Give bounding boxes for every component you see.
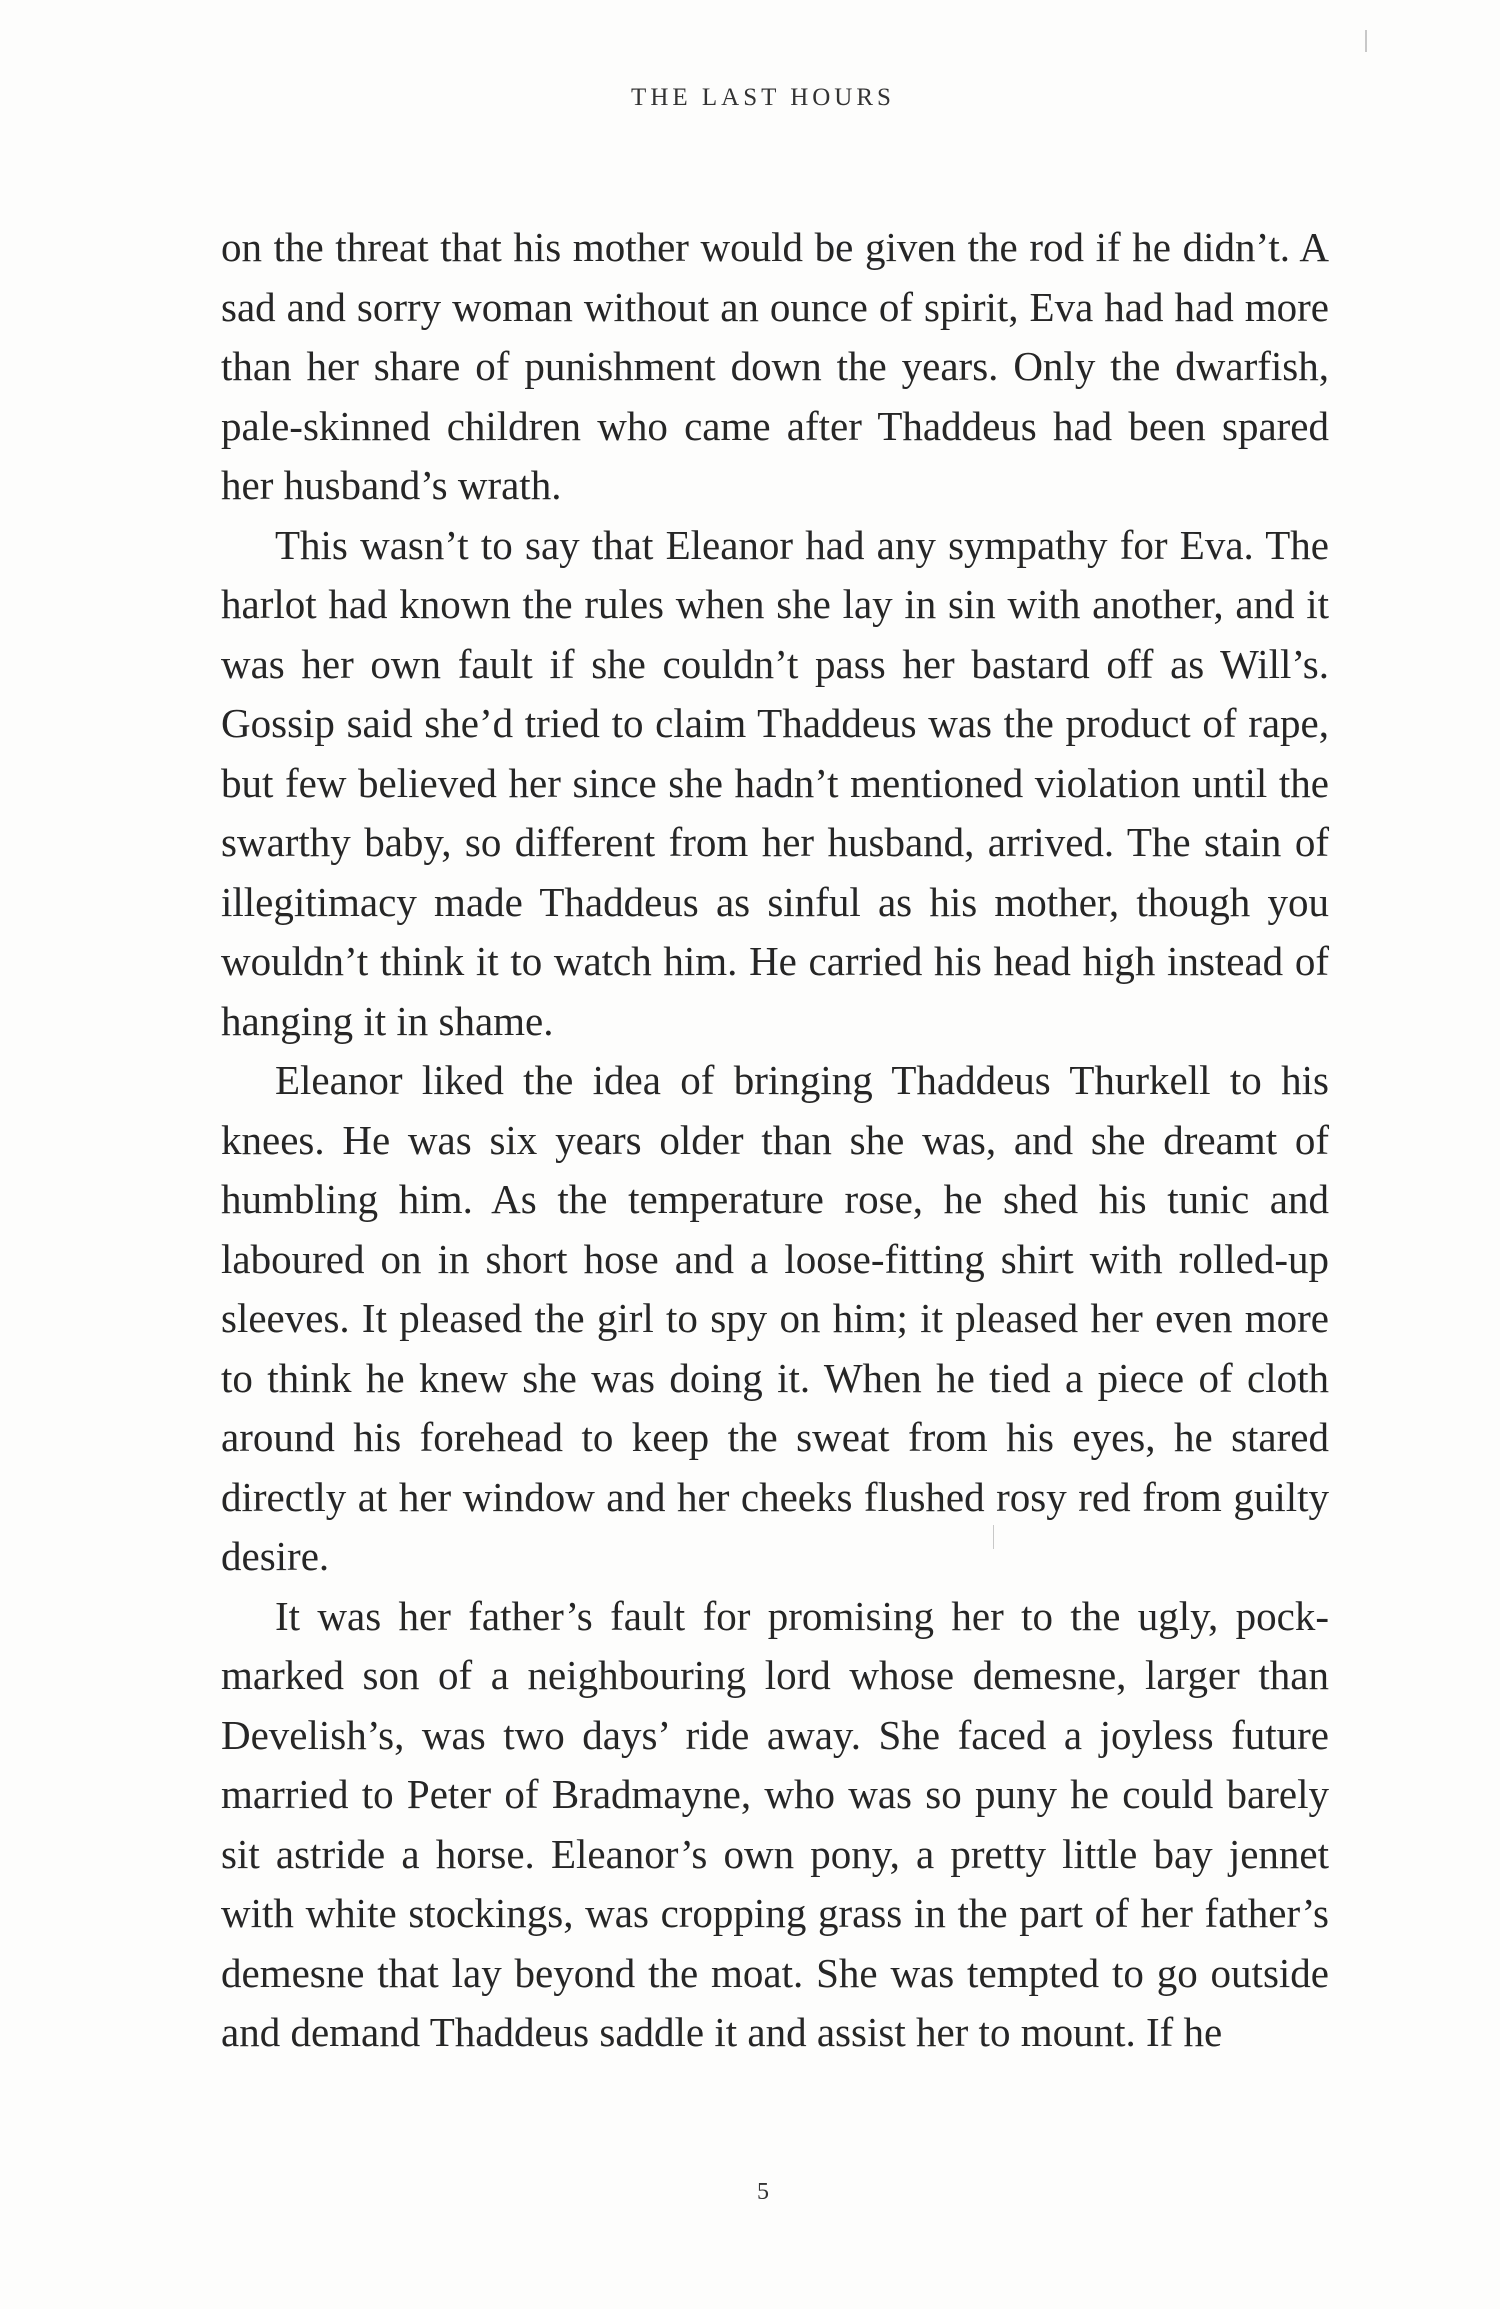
scan-speck [993, 1525, 994, 1549]
paragraph-3: Eleanor liked the idea of bringing Thaddeus Thurkell to his knees. He was six years older than she was, and she dreamt of humbling him. As the temperature rose, he shed his tunic and laboured on in short hose and a loose-fitting shirt with rolled-up sleeves. It pleased the girl to spy on him; it pleased her even more to think he knew she was doing it. When he tied a piece of cloth around his forehead to keep the sweat from his eyes, he stared directly at her window and her cheeks flushed rosy red from guilty desire. [221, 1057, 1329, 1579]
page-number: 5 [757, 2179, 769, 2205]
paragraph-2: This wasn’t to say that Eleanor had any sympathy for Eva. The harlot had known the rules when she lay in sin with another, and it was her own fault if she couldn’t pass her bastard off as Will’s. Gossip said she’d tried to claim Thaddeus was the product of rape, but few believed her since she hadn’t mentioned violation until the swarthy baby, so different from her husband, arrived. The stain of illegitimacy made Thaddeus as sinful as his mother, though you wouldn’t think it to watch him. He carried his head high instead of hanging it in shame. [221, 521, 1329, 1044]
running-head: THE LAST HOURS [631, 84, 895, 111]
scan-speck [1365, 30, 1367, 52]
paragraph-4: It was her father’s fault for promising her to the ugly, pock-marked son of a neighbouring lord whose demesne, larger than Develish’s, was two days’ ride away. She faced a joyless future married to Peter of Bradmayne, who was so puny he could barely sit astride a horse. Eleanor’s own pony, a pretty little bay jennet with white stockings, was cropping grass in the part of her father’s demesne that lay beyond the moat. She was tempted to go outside and demand Thaddeus saddle it and assist her to mount. If he [221, 1592, 1329, 2055]
paragraph-1: on the threat that his mother would be given the rod if he didn’t. A sad and sorry woman without an ounce of spirit, Eva had had more than her share of punishment down the years. Only the dwarfish, pale-skinned children who came after Thaddeus had been spared her husband’s wrath. [221, 224, 1329, 508]
body-text [221, 218, 1329, 2063]
